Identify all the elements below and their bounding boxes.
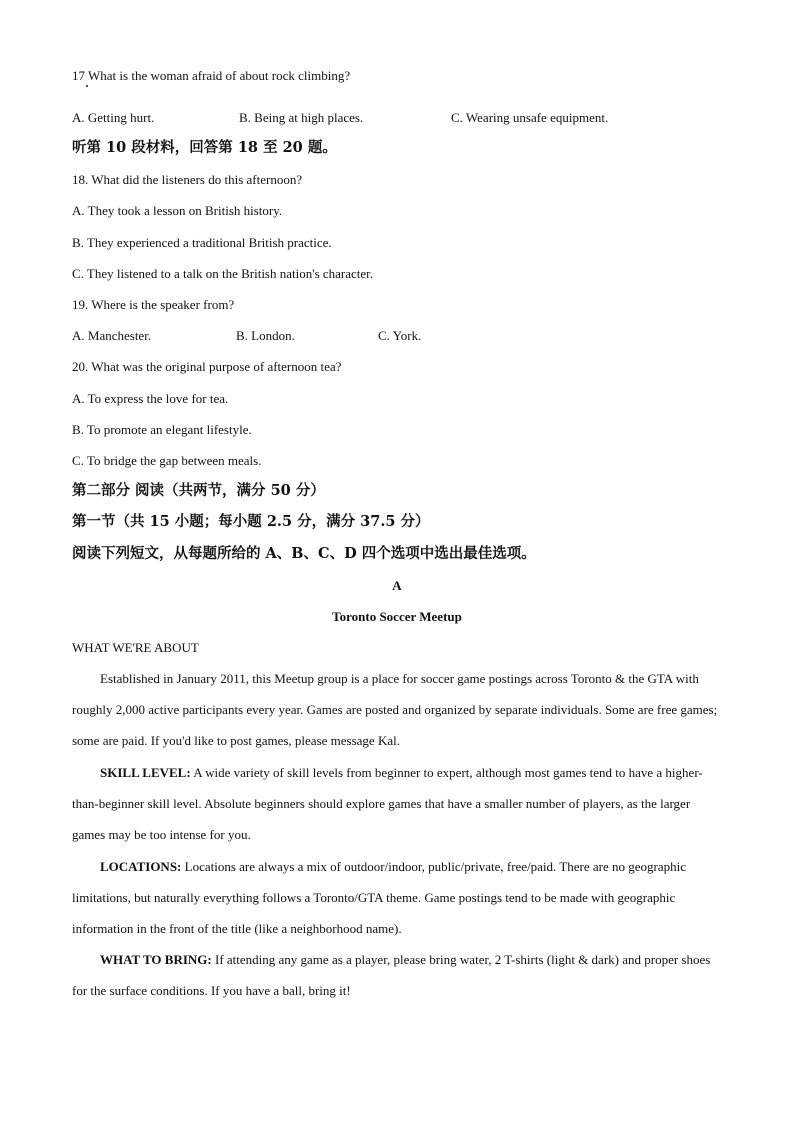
locations-text: Locations are always a mix of outdoor/indoor, public/private, free/paid. There are no geographic limitations, but naturally everything follows a Toronto/GTA theme. Game postings tend to be made with geographic information in the front of the title (like a neighborhood name). [72, 859, 687, 936]
q19-option-a: A. Manchester. [72, 328, 152, 343]
locations-label: LOCATIONS: [100, 859, 182, 874]
what-to-bring-label: WHAT TO BRING: [100, 952, 212, 967]
stray-mark [86, 85, 88, 87]
q19-option-c: C. York. [378, 328, 422, 343]
q18-stem: 18. What did the listeners do this afternoon? [72, 172, 303, 187]
q19-stem: 19. Where is the speaker from? [72, 297, 235, 312]
passage-title: Toronto Soccer Meetup [332, 609, 462, 624]
q20-option-b: B. To promote an elegant lifestyle. [72, 422, 252, 437]
q20-stem: 20. What was the original purpose of afternoon tea? [72, 359, 342, 374]
section-10-header: 听第 10 段材料，回答第 18 至 20 题。 [72, 139, 337, 156]
about-paragraph: Established in January 2011, this Meetup group is a place for soccer game postings across Toronto & the GTA with roughly 2,000 active participants every year. Games are posted and organized by separate individuals. Some are free games; some are paid. If you'd like to post games, please message Kal. [72, 671, 718, 748]
q18-option-c: C. They listened to a talk on the British nation's character. [72, 266, 374, 281]
reading-instructions: 阅读下列短文，从每题所给的 A、B、C、D 四个选项中选出最佳选项。 [72, 545, 536, 562]
q18-option-a: A. They took a lesson on British history. [72, 203, 283, 218]
q17-option-a: A. Getting hurt. [72, 110, 155, 125]
passage-letter: A [392, 578, 402, 593]
q17-option-c: C. Wearing unsafe equipment. [451, 110, 609, 125]
q20-option-a: A. To express the love for tea. [72, 391, 229, 406]
what-to-bring-paragraph [72, 944, 722, 1006]
what-to-bring-text: If attending any game as a player, please bring water, 2 T-shirts (light & dark) and proper shoes for the surface conditions. If you have a ball, bring it! [72, 952, 711, 998]
q18-option-b: B. They experienced a traditional British practice. [72, 235, 332, 250]
skill-level-text: A wide variety of skill levels from beginner to expert, although most games tend to have a higher-than-beginner skill level. Absolute beginners should explore games that have a smaller number of players, as the larger games may be too intense for you. [72, 765, 703, 842]
about-heading: WHAT WE'RE ABOUT [72, 640, 199, 655]
q17-option-b: B. Being at high places. [239, 110, 364, 125]
locations-paragraph [72, 851, 722, 944]
q20-option-c: C. To bridge the gap between meals. [72, 453, 262, 468]
skill-level-label: SKILL LEVEL: [100, 765, 191, 780]
skill-level-paragraph [72, 757, 722, 850]
q17-stem: 17 What is the woman afraid of about rock climbing? [72, 68, 351, 83]
section-1-header: 第一节（共 15 小题；每小题 2.5 分，满分 37.5 分） [72, 513, 430, 530]
part-2-header: 第二部分 阅读（共两节，满分 50 分） [72, 482, 325, 499]
q19-option-b: B. London. [236, 328, 295, 343]
